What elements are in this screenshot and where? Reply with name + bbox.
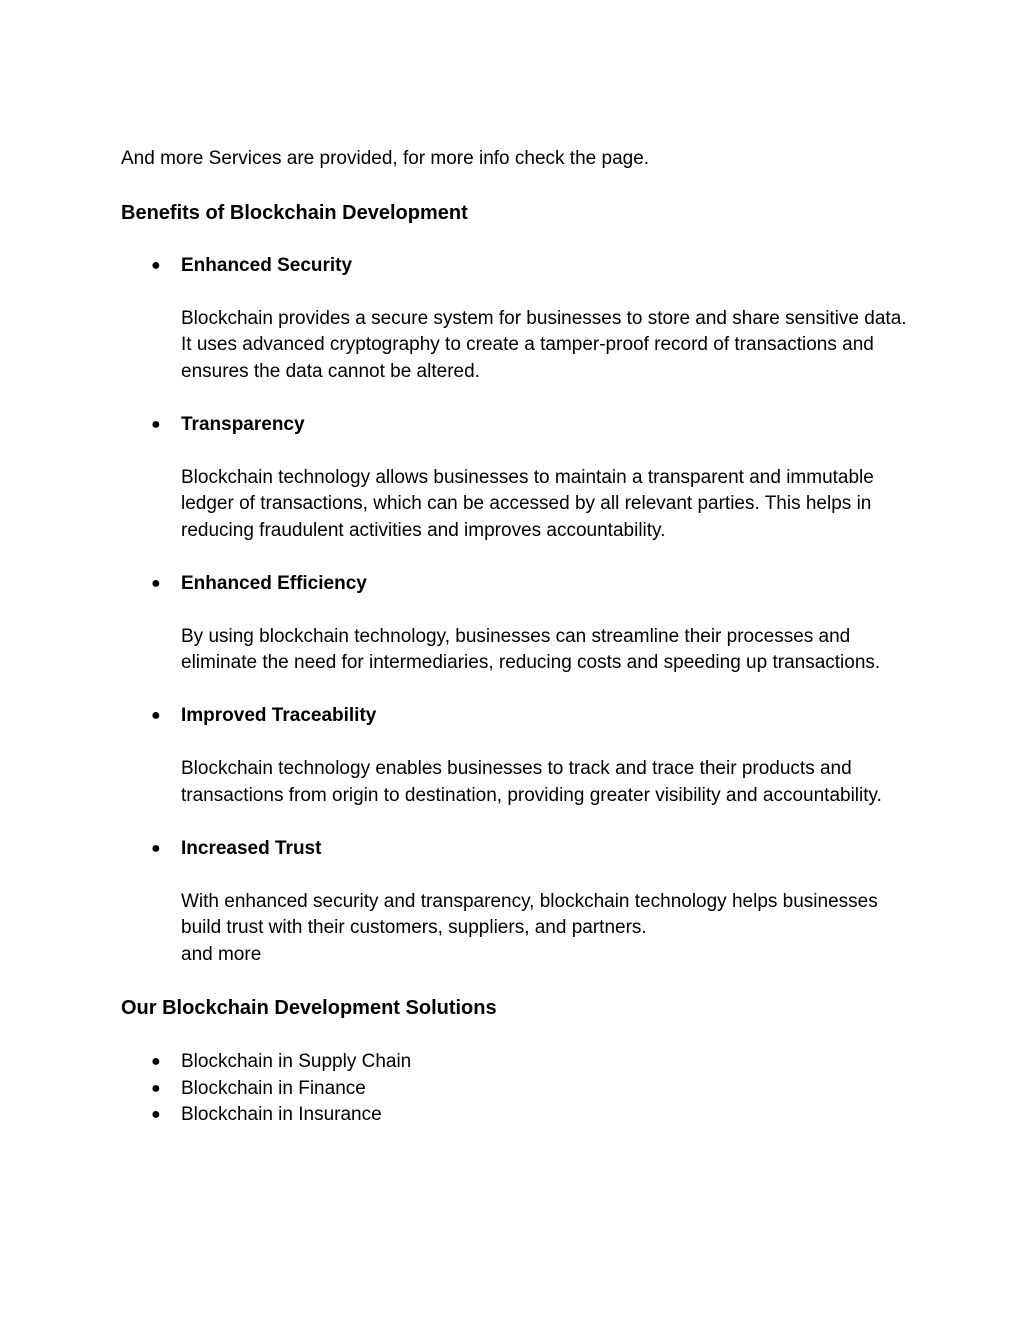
bullet-icon: ●: [151, 707, 161, 724]
bullet-icon: ●: [151, 1053, 161, 1070]
bullet-icon: ●: [151, 574, 161, 592]
bullet-icon: ●: [151, 415, 161, 433]
benefit-title: Transparency: [181, 413, 305, 435]
benefit-description: Blockchain technology enables businesses to track and trace their products and transactions from origin to destination, providing greater visibility and accountability.: [181, 758, 882, 806]
solution-item-finance: [121, 1076, 911, 1103]
benefit-description: By using blockchain technology, businesses can streamline their processes and eliminate the need for intermediaries, reducing costs and speeding up transactions.: [181, 625, 881, 673]
solution-label: Blockchain in Insurance: [181, 1104, 382, 1125]
benefit-description: Blockchain provides a secure system for businesses to store and share sensitive data. It uses advanced cryptography to create a tamper-proof record of transactions and ensures the data cannot be altered.: [181, 307, 907, 382]
benefits-heading: Benefits of Blockchain Development: [121, 201, 468, 224]
document-content: [121, 146, 911, 1129]
benefit-title: Improved Traceability: [181, 705, 377, 726]
solutions-list: [121, 1049, 911, 1129]
benefit-item-improved-traceability: [121, 703, 911, 809]
benefit-item-increased-trust: [121, 836, 911, 969]
solutions-heading: Our Blockchain Development Solutions: [121, 997, 497, 1019]
solution-label: Blockchain in Finance: [181, 1077, 366, 1099]
solution-label: Blockchain in Supply Chain: [181, 1051, 412, 1072]
solution-item-insurance: [121, 1102, 911, 1129]
benefit-description: Blockchain technology allows businesses to maintain a transparent and immutable ledger of transactions, which can be accessed by all relevant parties. This helps in reducing fraudulent activities and improves accountability.: [181, 466, 874, 541]
benefits-list: [121, 253, 911, 969]
bullet-icon: ●: [151, 1079, 161, 1097]
bullet-icon: ●: [151, 256, 161, 274]
benefit-item-transparency: [121, 412, 911, 545]
benefit-item-enhanced-efficiency: [121, 571, 911, 677]
benefit-description: With enhanced security and transparency, blockchain technology helps businesses build trust with their customers, suppliers, and partners.: [181, 890, 878, 938]
benefit-title: Enhanced Efficiency: [181, 572, 367, 594]
benefit-title: Enhanced Security: [181, 254, 353, 276]
bullet-icon: ●: [151, 1106, 161, 1123]
benefit-item-enhanced-security: [121, 253, 911, 386]
bullet-icon: ●: [151, 839, 161, 857]
intro-paragraph: And more Services are provided, for more info check the page.: [121, 148, 650, 169]
benefit-extra-note: and more: [181, 943, 262, 965]
benefit-title: Increased Trust: [181, 837, 322, 859]
solution-item-supply-chain: [121, 1049, 911, 1076]
